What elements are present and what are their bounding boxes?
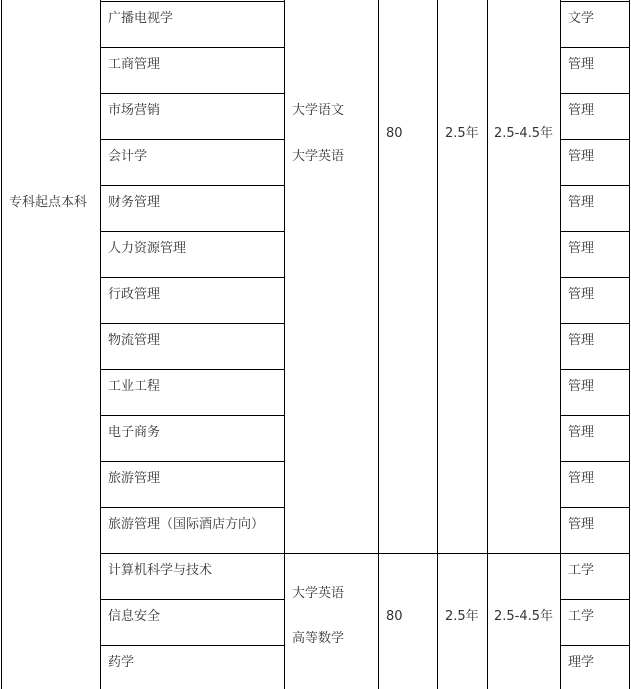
major-name: 市场营销 [108, 103, 161, 118]
table-border [560, 323, 630, 324]
table-border [100, 139, 285, 140]
table-border [100, 277, 285, 278]
table-border [284, 553, 630, 554]
discipline-category: 工学 [568, 609, 595, 624]
major-name: 旅游管理（国际酒店方向） [108, 517, 265, 532]
discipline-category: 理学 [568, 655, 595, 670]
table-border [100, 507, 285, 508]
table-border [560, 231, 630, 232]
major-name: 财务管理 [108, 195, 161, 210]
major-name: 会计学 [108, 149, 148, 164]
major-name: 行政管理 [108, 287, 161, 302]
table-border [100, 323, 285, 324]
table-border [1, 0, 2, 689]
table-border [100, 369, 285, 370]
table-border [100, 415, 285, 416]
credits: 80 [386, 126, 403, 141]
discipline-category: 管理 [568, 103, 595, 118]
subject: 大学语文 [292, 103, 345, 118]
table-border [378, 0, 379, 689]
table-border [437, 0, 438, 689]
table-border [629, 0, 630, 689]
major-name: 信息安全 [108, 609, 161, 624]
table-border [100, 0, 101, 689]
discipline-category: 管理 [568, 287, 595, 302]
major-name: 计算机科学与技术 [108, 563, 213, 578]
major-name: 电子商务 [108, 425, 161, 440]
table-border [284, 0, 285, 689]
years-range: 2.5-4.5年 [494, 609, 554, 624]
table-border [100, 1, 285, 2]
subject: 大学英语 [292, 149, 345, 164]
major-name: 人力资源管理 [108, 241, 187, 256]
table-border [100, 645, 285, 646]
major-name: 旅游管理 [108, 471, 161, 486]
years-range: 2.5-4.5年 [494, 126, 554, 141]
table-border [100, 185, 285, 186]
major-name: 工商管理 [108, 57, 161, 72]
subject: 高等数学 [292, 631, 345, 646]
table-border [100, 461, 285, 462]
level-label: 专科起点本科 [9, 195, 88, 210]
subject: 大学英语 [292, 586, 345, 601]
table-border [560, 415, 630, 416]
discipline-category: 管理 [568, 57, 595, 72]
table-border [100, 553, 285, 554]
table-border [100, 93, 285, 94]
table-border [560, 277, 630, 278]
discipline-category: 管理 [568, 517, 595, 532]
discipline-category: 管理 [568, 333, 595, 348]
discipline-category: 管理 [568, 379, 595, 394]
table-border [100, 47, 285, 48]
major-name: 工业工程 [108, 379, 161, 394]
table-border [560, 1, 630, 2]
discipline-category: 工学 [568, 563, 595, 578]
table-border [100, 231, 285, 232]
major-name: 药学 [108, 655, 135, 670]
discipline-category: 管理 [568, 149, 595, 164]
table-border [100, 599, 285, 600]
min-years: 2.5年 [445, 609, 479, 624]
discipline-category: 管理 [568, 241, 595, 256]
table-border [560, 461, 630, 462]
table-border [560, 93, 630, 94]
discipline-category: 管理 [568, 471, 595, 486]
discipline-category: 管理 [568, 195, 595, 210]
table-border [560, 139, 630, 140]
table-border [560, 0, 561, 689]
discipline-category: 文学 [568, 11, 595, 26]
table-border [560, 47, 630, 48]
table-border [560, 185, 630, 186]
credits: 80 [386, 609, 403, 624]
table-border [560, 507, 630, 508]
table-border [487, 0, 488, 689]
table-border [560, 645, 630, 646]
discipline-category: 管理 [568, 425, 595, 440]
table-border [560, 369, 630, 370]
major-name: 物流管理 [108, 333, 161, 348]
major-name: 广播电视学 [108, 11, 174, 26]
min-years: 2.5年 [445, 126, 479, 141]
table-border [560, 599, 630, 600]
